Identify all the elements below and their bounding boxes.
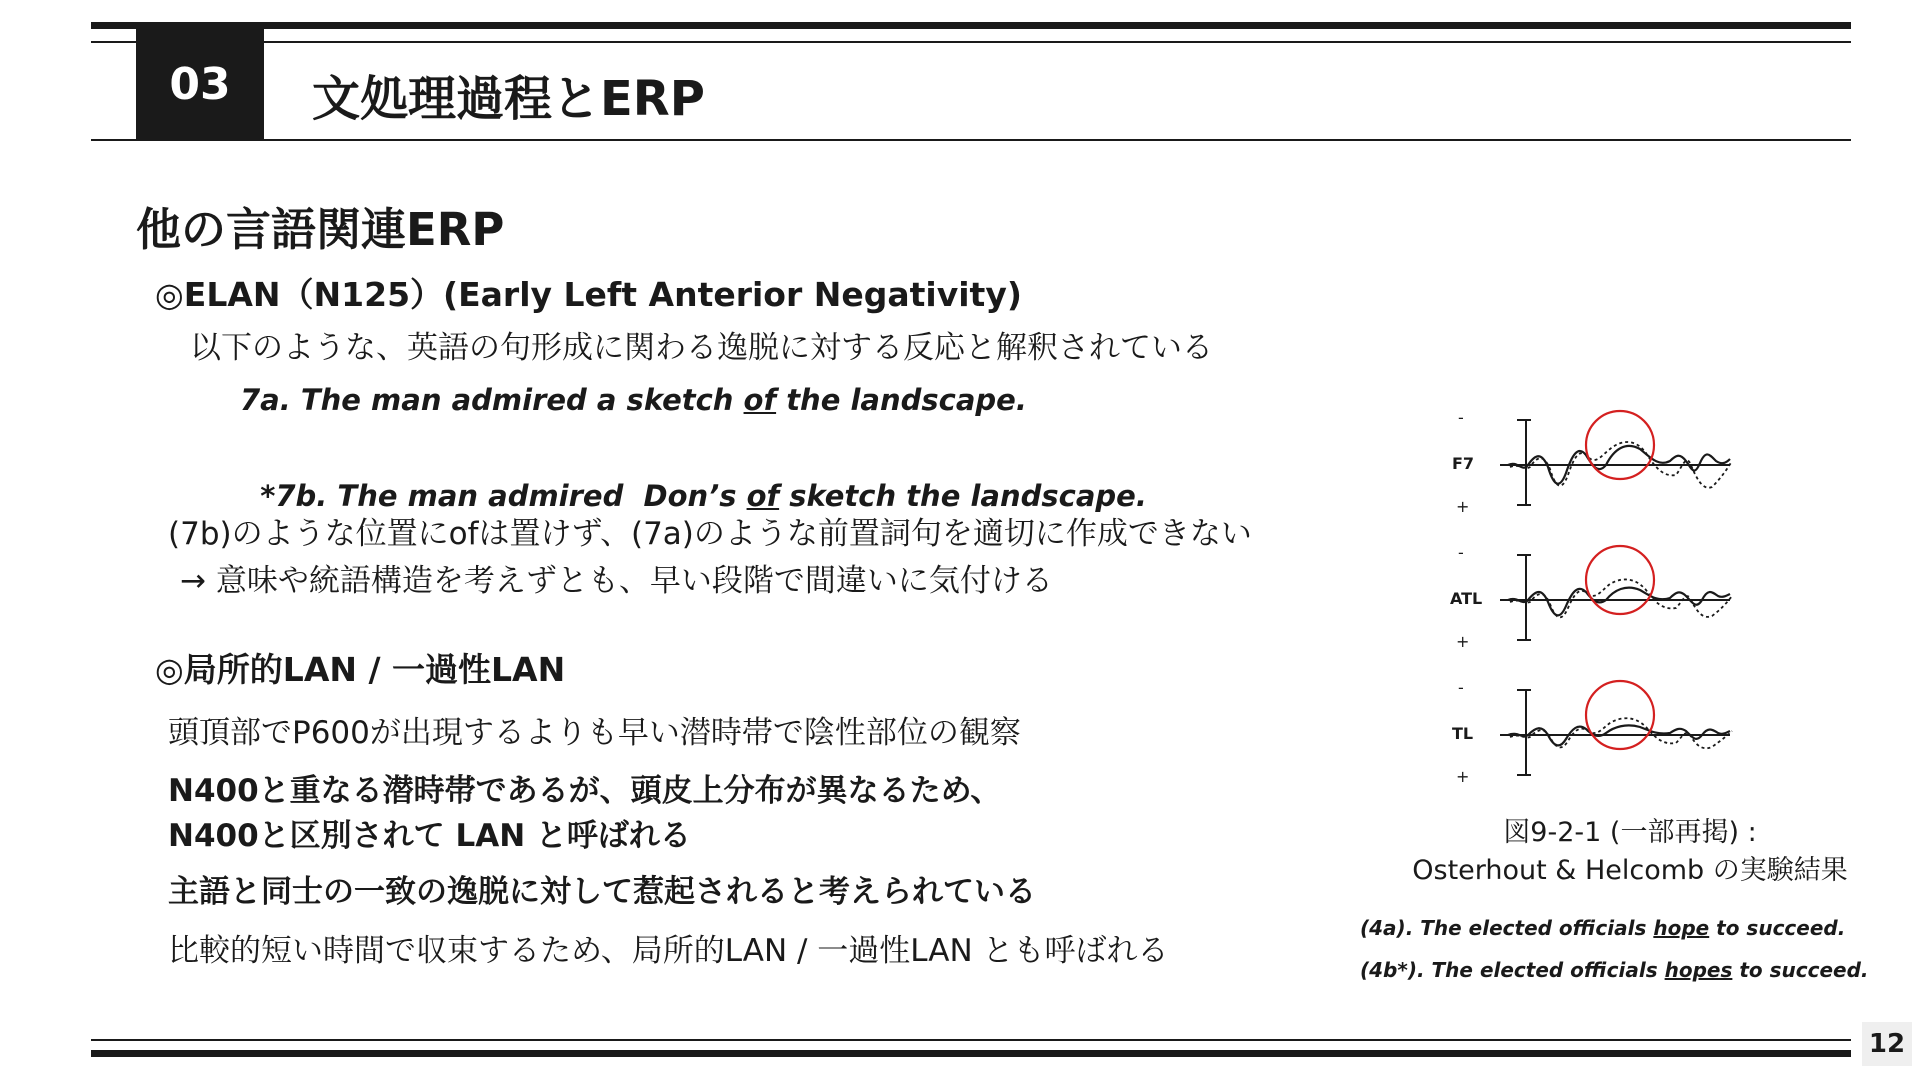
figure-example-4b xyxy=(1360,958,1869,982)
polarity-plus-atl: + xyxy=(1456,632,1470,651)
waveform-panel-atl xyxy=(1450,543,1732,651)
example-7b xyxy=(240,445,1147,513)
figure-example-4b-underlined: hopes xyxy=(1664,958,1733,982)
highlight-circle-f7 xyxy=(1586,411,1654,479)
figure-example-4a-post: to succeed. xyxy=(1709,916,1846,940)
waveform-panel-f7 xyxy=(1452,408,1732,516)
example-7a-pre: 7a. The man admired a sketch xyxy=(240,383,744,417)
waveform-panel-tl xyxy=(1452,678,1732,786)
example-7b-post: sketch the landscape. xyxy=(779,479,1147,513)
header-bottom-rule xyxy=(91,139,1851,141)
lan-line-1: 頭頂部でP600が出現するよりも早い潜時帯で陰性部位の観察 xyxy=(168,715,1021,751)
polarity-minus-f7: - xyxy=(1458,408,1464,427)
figure-caption-line-1: 図9-2-1 (一部再掲) : xyxy=(1503,817,1757,848)
footer-rule-thin xyxy=(91,1039,1851,1041)
example-7a-underlined: of xyxy=(743,383,777,417)
lan-line-3: N400と区別されて LAN と呼ばれる xyxy=(168,818,691,854)
elan-heading: ◎ELAN（N125）(Early Left Anterior Negativity) xyxy=(155,275,1022,314)
example-7a xyxy=(240,383,1027,417)
header-top-rule-thick xyxy=(91,22,1851,29)
polarity-plus-tl: + xyxy=(1456,767,1470,786)
page-title: 文処理過程とERP xyxy=(312,71,705,127)
example-7b-pre: *7b. The man admired Don’s xyxy=(260,479,747,513)
channel-label-atl: ATL xyxy=(1450,589,1483,608)
section-subtitle: 他の言語関連ERP xyxy=(136,203,505,256)
figure-example-4a-underlined: hope xyxy=(1653,916,1710,940)
lan-line-5: 比較的短い時間で収束するため、局所的LAN / 一過性LAN とも呼ばれる xyxy=(168,933,1169,969)
section-number: 03 xyxy=(136,28,264,140)
channel-label-f7: F7 xyxy=(1452,454,1475,473)
header-top-rule-thin xyxy=(91,41,1851,43)
page-number: 12 xyxy=(1862,1022,1912,1066)
figure-example-4b-post: to succeed. xyxy=(1732,958,1869,982)
polarity-plus-f7: + xyxy=(1456,497,1470,516)
example-7b-underlined: of xyxy=(746,479,780,513)
figure-caption-line-2: Osterhout & Helcomb の実験結果 xyxy=(1412,855,1848,886)
polarity-minus-tl: - xyxy=(1458,678,1464,697)
erp-waveform-figure xyxy=(1450,405,1770,795)
lan-line-4: 主語と同士の一致の逸脱に対して惹起されると考えられている xyxy=(168,874,1036,910)
figure-example-4b-pre: (4b*). The elected officials xyxy=(1360,958,1665,982)
elan-note-1: (7b)のような位置にofは置けず、(7a)のような前置詞句を適切に作成できない xyxy=(168,516,1252,552)
example-7a-post: the landscape. xyxy=(776,383,1027,417)
channel-label-tl: TL xyxy=(1452,724,1474,743)
polarity-minus-atl: - xyxy=(1458,543,1464,562)
figure-example-4a-pre: (4a). The elected officials xyxy=(1360,916,1654,940)
elan-description: 以下のような、英語の句形成に関わる逸脱に対する反応と解釈されている xyxy=(190,330,1213,366)
figure-example-4a xyxy=(1360,916,1845,940)
footer-rule-thick xyxy=(91,1050,1851,1057)
lan-heading: ◎局所的LAN / 一過性LAN xyxy=(155,650,566,689)
lan-line-2: N400と重なる潜時帯であるが、頭皮上分布が異なるため、 xyxy=(168,773,1002,809)
elan-note-2: → 意味や統語構造を考えずとも、早い段階で間違いに気付ける xyxy=(180,563,1053,599)
highlight-circle-tl xyxy=(1586,681,1654,749)
